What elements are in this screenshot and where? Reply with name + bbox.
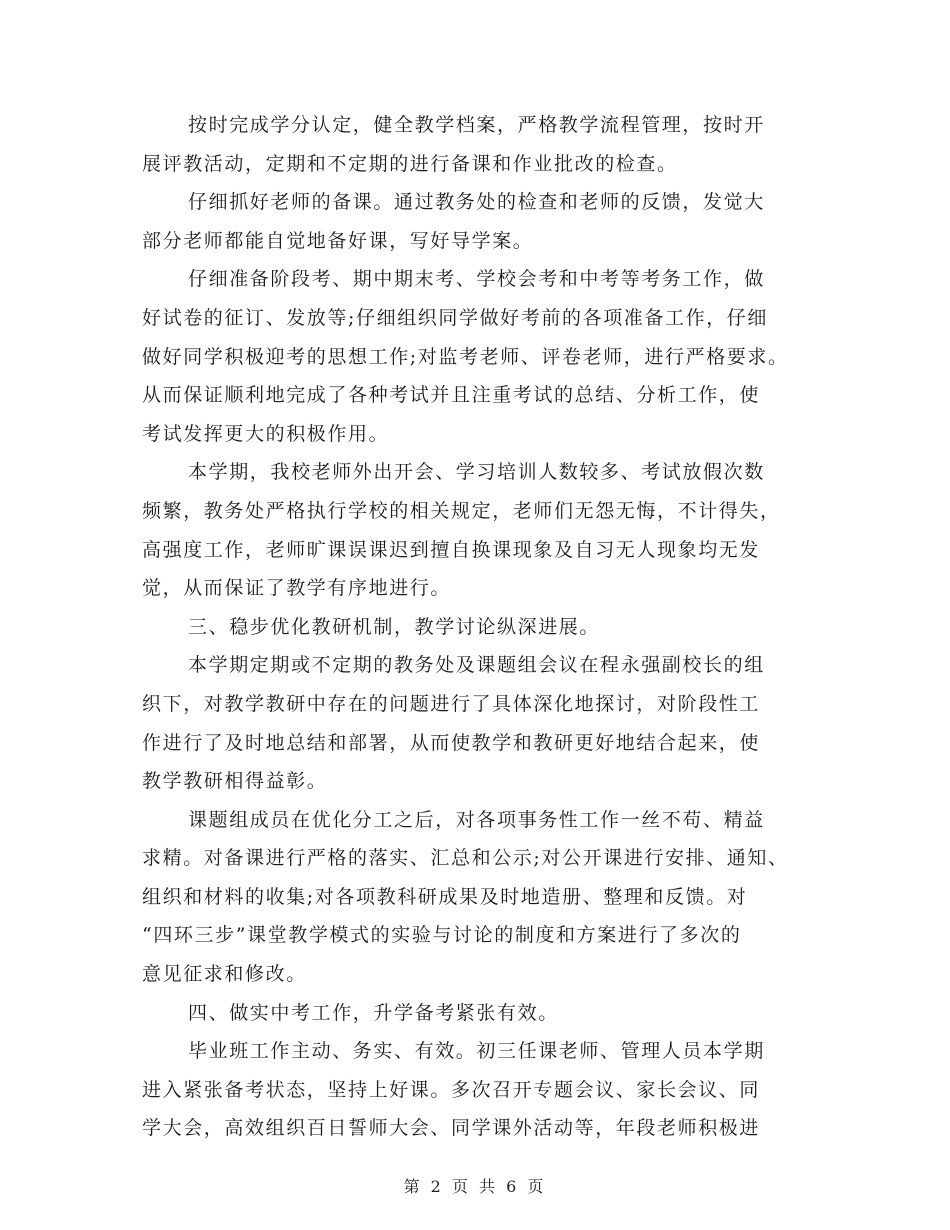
text-line: 仔细准备阶段考、期中期末考、学校会考和中考等考务工作，做 xyxy=(188,268,765,291)
paragraph xyxy=(142,106,810,183)
text-line: 组织和材料的收集;对各项教科研成果及时地造册、整理和反馈。对 xyxy=(142,885,748,908)
text-line: 作进行了及时地总结和部署，从而使教学和教研更好地结合起来，使 xyxy=(142,731,761,754)
section-heading xyxy=(142,994,810,1033)
text-line: 从而保证顺利地完成了各种考试并且注重考试的总结、分析工作，使 xyxy=(142,384,761,407)
text-line: 织下，对教学教研中存在的问题进行了具体深化地探讨，对阶段性工 xyxy=(142,692,761,715)
text-line: 展评教活动，定期和不定期的进行备课和作业批改的检查。 xyxy=(142,152,678,175)
text-line: 觉，从而保证了教学有序地进行。 xyxy=(142,577,452,600)
text-line: 教学教研相得益彰。 xyxy=(142,770,328,793)
text-line: 考试发挥更大的积极作用。 xyxy=(142,422,390,445)
text-line: 意见征求和修改。 xyxy=(142,963,307,986)
text-line: 求精。对备课进行严格的落实、汇总和公示;对公开课进行安排、通知、 xyxy=(142,847,789,870)
document-body xyxy=(142,106,810,1148)
text-line: 毕业班工作主动、务实、有效。初三任课老师、管理人员本学期 xyxy=(188,1040,765,1063)
text-line: 本学期定期或不定期的教务处及课题组会议在程永强副校长的组 xyxy=(188,654,765,677)
paragraph xyxy=(142,801,810,994)
text-line: 高强度工作，老师旷课误课迟到擅自换课现象及自习无人现象均无发 xyxy=(142,538,761,561)
text-line: 课题组成员在优化分工之后，对各项事务性工作一丝不苟、精益 xyxy=(188,808,765,831)
text-line: 部分老师都能自觉地备好课，写好导学案。 xyxy=(142,229,534,252)
paragraph xyxy=(142,646,810,800)
text-line: 三、稳步优化教研机制，教学讨论纵深进展。 xyxy=(188,615,601,638)
text-line: 仔细抓好老师的备课。通过教务处的检查和老师的反馈，发觉大 xyxy=(188,191,765,214)
text-line: 学大会，高效组织百日誓师大会、同学课外活动等，年段老师积极进 xyxy=(142,1117,761,1140)
section-heading xyxy=(142,608,810,647)
text-line: 好试卷的征订、发放等;仔细组织同学做好考前的各项准备工作，仔细 xyxy=(142,306,769,329)
text-line: 频繁，教务处严格执行学校的相关规定，老师们无怨无悔，不计得失， xyxy=(142,499,781,522)
text-line: 按时完成学分认定，健全教学档案，严格教学流程管理，按时开 xyxy=(188,114,765,136)
paragraph xyxy=(142,260,810,453)
paragraph xyxy=(142,453,810,607)
paragraph xyxy=(142,1032,810,1148)
text-line: 本学期，我校老师外出开会、学习培训人数较多、考试放假次数 xyxy=(188,461,765,484)
page-number-footer: 第 2 页 共 6 页 xyxy=(403,1177,547,1196)
paragraph xyxy=(142,183,810,260)
text-line: 进入紧张备考状态，坚持上好课。多次召开专题会议、家长会议、同 xyxy=(142,1078,761,1101)
text-line: 做好同学积极迎考的思想工作;对监考老师、评卷老师，进行严格要求。 xyxy=(142,345,789,368)
text-line: 四、做实中考工作，升学备考紧张有效。 xyxy=(188,1001,559,1024)
text-line: “四环三步”课堂教学模式的实验与讨论的制度和方案进行了多次的 xyxy=(142,924,742,947)
